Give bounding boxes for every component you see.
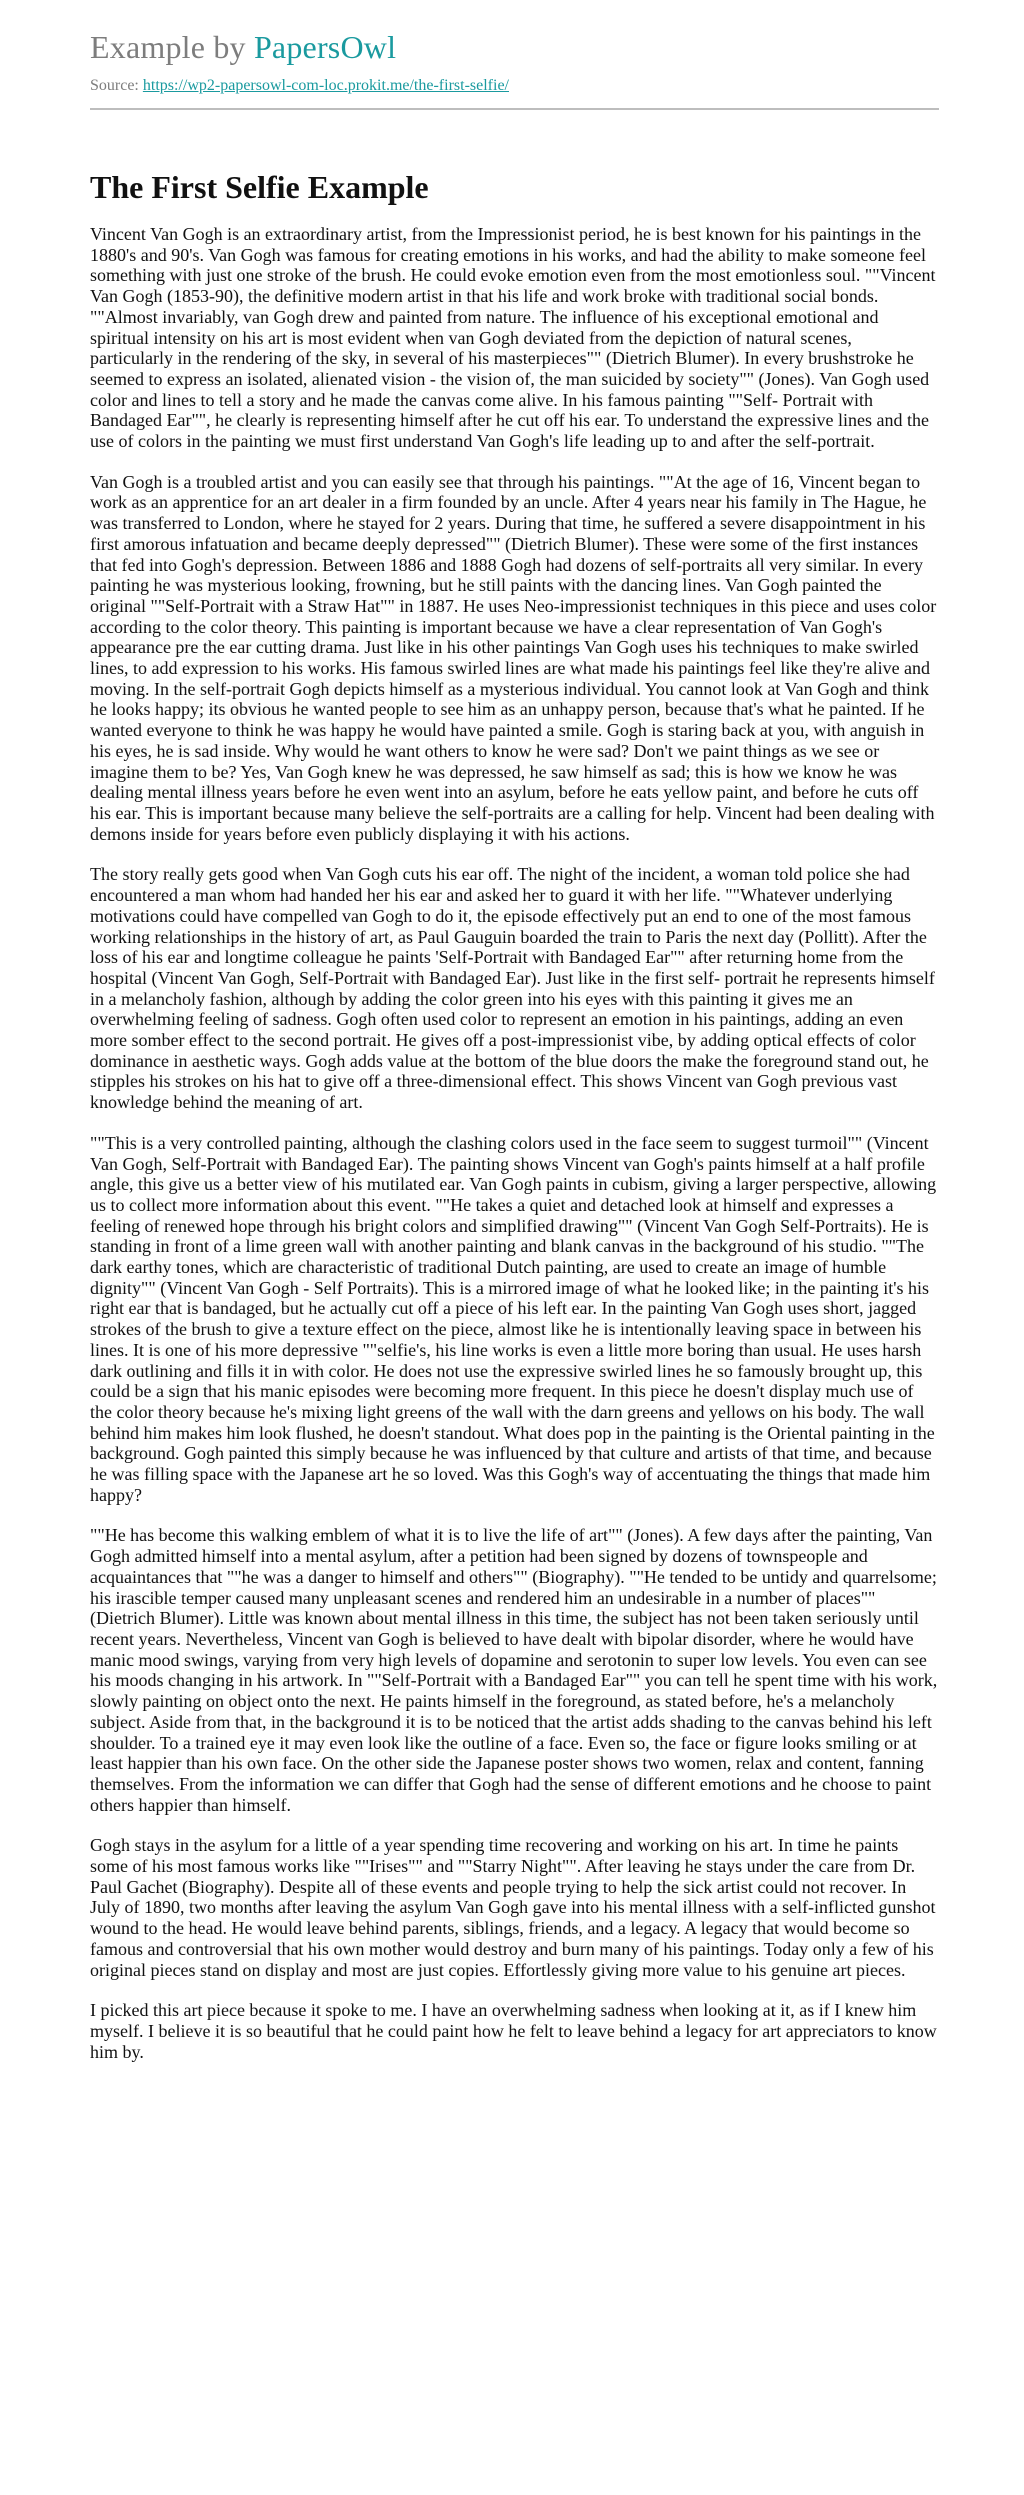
article — [90, 168, 939, 2062]
article-paragraph-2: Van Gogh is a troubled artist and you can easily see that through his paintings. ""At the age of 16, Vincent began to work as an apprentice for an art dealer in a firm founded by an uncle. After 4 years near his family in The Hague, he was transferred to London, where he stayed for 2 years. During that time, he suffered a severe disappointment in his first amorous infatuation and became deeply depressed"" (Dietrich Blumer). These were some of the first instances that fed into Gogh's depression. Between 1886 and 1888 Gogh had dozens of self-portraits all very similar. In every painting he was mysterious looking, frowning, but he still paints with the dancing lines. Van Gogh painted the original ""Self-Portrait with a Straw Hat"" in 1887. He uses Neo-impressionist techniques in this piece and uses color according to the color theory. This painting is important because we have a clear representation of Van Gogh's appearance pre the ear cutting drama. Just like in his other paintings Van Gogh uses his techniques to make swirled lines, to add expression to his works. His famous swirled lines are what made his paintings feel like they're alive and moving. In the self-portrait Gogh depicts himself as a mysterious individual. You cannot look at Van Gogh and think he looks happy; its obvious he wanted people to see him as an unhappy person, because that's what he painted. If he wanted everyone to think he was happy he would have painted a smile. Gogh is staring back at you, with anguish in his eyes, he is sad inside. Why would he want others to know he were sad? Don't we paint things as we see or imagine them to be? Yes, Van Gogh knew he was depressed, he saw himself as sad; this is how we know he was dealing mental illness years before he even went into an asylum, before he eats yellow paint, and before he cuts off his ear. This is important because many believe the self-portraits are a calling for help. Vincent had been dealing with demons inside for years before even publicly displaying it with his actions. — [90, 471, 937, 844]
article-paragraph-5: ""He has become this walking emblem of what it is to live the life of art"" (Jones). A few days after the painting, Van Gogh admitted himself into a mental asylum, after a petition had been signed by dozens of townspeople and acquaintances that ""he was a danger to himself and others"" (Biography). ""He tended to be untidy and quarrelsome; his irascible temper caused many unpleasant scenes and rendered him an undesirable in a number of places""(Dietrich Blumer). Little was known about mental illness in this time, the subject has not been taken seriously until recent years. Nevertheless, Vincent van Gogh is believed to have dealt with bipolar disorder, where he would have manic mood swings, varying from very high levels of dopamine and serotonin to super low levels. You even can see his moods changing in his artwork. In ""Self-Portrait with a Bandaged Ear"" you can tell he spent time with his work, slowly painting on object onto the next. He paints himself in the foreground, as stated before, he's a melancholy subject. Aside from that, in the background it is to be noticed that the artist adds shading to the canvas behind his left shoulder. To a trained eye it may even look like the outline of a face. Even so, the face or figure looks smiling or at least happier than his own face. On the other side the Japanese poster shows two women, relax and content, fanning themselves. From the information we can differ that Gogh had the sense of different emotions and he choose to paint others happier than himself. — [90, 1525, 938, 1815]
source-label: Source: — [90, 77, 143, 94]
article-paragraph-1: Vincent Van Gogh is an extraordinary artist, from the Impressionist period, he is best known for his paintings in the 1880's and 90's. Van Gogh was famous for creating emotions in his works, and had the ability to make someone feel something with just one stroke of the brush. He could evoke emotion even from the most emotionless soul. ""Vincent Van Gogh (1853-90), the definitive modern artist in that his life and work broke with traditional social bonds. ""Almost invariably, van Gogh drew and painted from nature. The influence of his exceptional emotional and spiritual intensity on his art is most evident when van Gogh deviated from the depiction of natural scenes, particularly in the rendering of the sky, in several of his masterpieces"" (Dietrich Blumer). In every brushstroke he seemed to express an isolated, alienated vision - the vision of, the man suicided by society"" (Jones). Van Gogh used color and lines to tell a story and he made the canvas come alive. In his famous painting ""Self- Portrait with Bandaged Ear"", he clearly is representing himself after he cut off his ear. To understand the expressive lines and the use of colors in the painting we must first understand Van Gogh's life leading up to and after the self-portrait. — [90, 224, 936, 452]
article-paragraph-7: I picked this art piece because it spoke to me. I have an overwhelming sadness when looking at it, as if I knew him myself. I believe it is so beautiful that he could paint how he felt to leave behind a legacy for art appreciators to know him by. — [90, 2000, 937, 2062]
site-header — [90, 28, 939, 110]
article-paragraph-3: The story really gets good when Van Gogh cuts his ear off. The night of the incident, a woman told police she had encountered a man whom had handed her his ear and asked her to guard it with her life. ""Whatever underlying motivations could have compelled van Gogh to do it, the episode effectively put an end to one of the most famous working relationships in the history of art, as Paul Gauguin boarded the train to Paris the next day (Pollitt). After the loss of his ear and longtime colleague he paints 'Self-Portrait with Bandaged Ear"" after returning home from the hospital (Vincent Van Gogh, Self-Portrait with Bandaged Ear). Just like in the first self- portrait he represents himself in a melancholy fashion, although by adding the color green into his eyes with this painting it gives me an overwhelming feeling of sadness. Gogh often used color to represent an emotion in his paintings, adding an even more somber effect to the second portrait. He gives off a post-impressionist vibe, by adding optical effects of color dominance in aesthetic ways. Gogh adds value at the bottom of the blue doors the make the foreground stand out, he stipples his strokes on his hat to give off a three-dimensional effect. This shows Vincent van Gogh previous vast knowledge behind the meaning of art. — [90, 864, 935, 1113]
brand-prefix: Example by — [90, 29, 254, 65]
source-url-link[interactable]: https://wp2-papersowl-com-loc.prokit.me/the-first-selfie/ — [142, 77, 509, 94]
brand-name-link[interactable]: PapersOwl — [253, 29, 397, 65]
source-line — [90, 76, 939, 96]
article-paragraph-4: ""This is a very controlled painting, although the clashing colors used in the face seem to suggest turmoil"" (Vincent Van Gogh, Self-Portrait with Bandaged Ear). The painting shows Vincent van Gogh's paints himself at a half profile angle, this give us a better view of his mutilated ear. Van Gogh paints in cubism, giving a larger perspective, allowing us to collect more information about this event. ""He takes a quiet and detached look at himself and expresses a feeling of renewed hope through his bright colors and simplified drawing"" (Vincent Van Gogh Self-Portraits). He is standing in front of a lime green wall with another painting and blank canvas in the background of his studio. ""The dark earthy tones, which are characteristic of traditional Dutch painting, are used to create an image of humble dignity"" (Vincent Van Gogh - Self Portraits). This is a mirrored image of what he looked like; in the painting it's his right ear that is bandaged, but he actually cut off a piece of his left ear. In the painting Van Gogh uses short, jagged strokes of the brush to give a texture effect on the piece, almost like he is intentionally leaving space in between his lines. It is one of his more depressive ""selfie's, his line works is even a little more boring than usual. He uses harsh dark outlining and fills it in with color. He does not use the expressive swirled lines he so famously brought up, this could be a sign that his manic episodes were becoming more frequent. In this piece he doesn't display much use of the color theory because he's mixing light greens of the wall with the darn greens and yellows on his body. The wall behind him makes him look flushed, he doesn't standout. What does pop in the painting is the Oriental painting in the background. Gogh painted this simply because he was influenced by that culture and artists of that time, and because he was filling space with the Japanese art he so loved. Was this Gogh's way of accentuating the things that made him happy? — [90, 1132, 937, 1505]
article-paragraph-6: Gogh stays in the asylum for a little of a year spending time recovering and working on his art. In time he paints some of his most famous works like ""Irises"" and ""Starry Night"". After leaving he stays under the care from Dr. Paul Gachet (Biography). Despite all of these events and people trying to help the sick artist could not recover. In July of 1890, two months after leaving the asylum Van Gogh gave into his mental illness with a self-inflicted gunshot wound to the head. He would leave behind parents, siblings, friends, and a legacy. A legacy that would become so famous and controversial that his own mother would destroy and burn many of his paintings. Today only a few of his original pieces stand on display and most are just copies. Effortlessly giving more value to his genuine art pieces. — [90, 1835, 936, 1980]
header-divider — [90, 108, 939, 110]
brand-line — [90, 28, 939, 66]
article-title: The First Selfie Example — [90, 169, 429, 205]
